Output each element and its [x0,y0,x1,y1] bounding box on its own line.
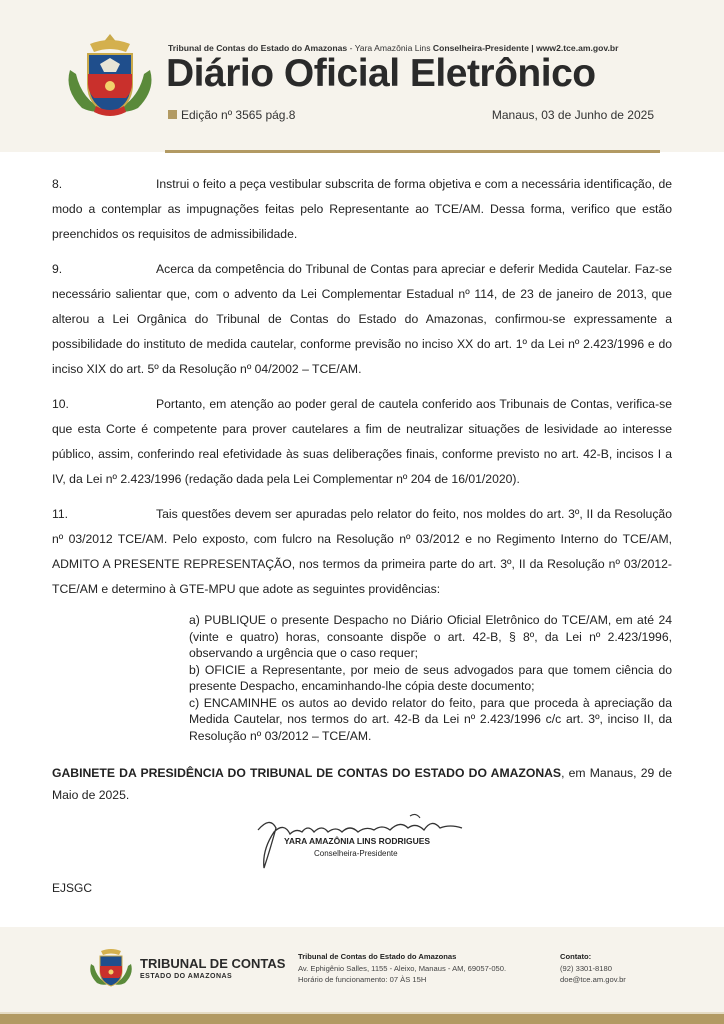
document-initials: EJSGC [52,881,93,895]
tce-coat-of-arms-logo [60,30,160,122]
footer-org-subtitle: ESTADO DO AMAZONAS [140,973,233,980]
footer-hours: Horário de funcionamento: 07 ÀS 15H [298,975,427,984]
footer-email[interactable]: doe@tce.am.gov.br [560,975,626,984]
footer-org-name: TRIBUNAL DE CONTAS [140,956,286,971]
header-org-name: Tribunal de Contas do Estado do Amazonas [168,43,348,53]
footer-contact-title: Contato: [560,952,592,961]
paragraph-number: 10. [52,397,69,411]
footer-address-title: Tribunal de Contas do Estado do Amazonas [298,952,457,961]
footer-address [298,951,506,986]
list-item: c) ENCAMINHE os autos ao devido relator do feito, para que proceda à apreciação da Medida Cautelar, nos termos do art. 42-B da Lei nº 2.423/1996 c/c art. 3º, inciso II, da Resolução nº 03/2012 – TCE/AM. [189,695,672,743]
paragraph-8 [52,172,672,247]
paragraph-9 [52,257,672,382]
provisions-list [189,612,672,744]
paragraph-text: Tais questões devem ser apuradas pelo relator do feito, nos moldes do art. 3º, II da Resolução nº 03/2012 TCE/AM. Pelo exposto, com fulcro na Resolução nº 03/2012 e no Regimento Interno do TCE/AM, ADMITO A PRESENTE REPRESENTAÇÃO, nos termos da primeira parte do art. 3º, II da Resolução nº 03/2012-TCE/AM e determino à GTE-MPU que adote as seguintes providências: [52,507,672,596]
paragraph-text: Portanto, em atenção ao poder geral de cautela conferido aos Tribunais de Contas, verifica-se que esta Corte é competente para prover cautelares a fim de neutralizar situações de lesividade ao interesse público, assim, conferindo real efetividade às suas deliberações finais, conforme previsto no art. 42-B, incisos I a IV, da Lei nº 2.423/1996 (redação dada pela Lei Complementar nº 204 de 16/01/2020). [52,397,672,486]
signatory-name: YARA AMAZÔNIA LINS RODRIGUES [284,836,431,846]
document-body [52,172,672,744]
footer-address-line: Av. Ephigênio Salles, 1155 - Aleixo, Manaus - AM, 69057-050. [298,963,507,973]
paragraph-11 [52,502,672,602]
list-item: b) OFICIE a Representante, por meio de seus advogados para que tomem ciência do presente Despacho, encaminhando-lhe cópia deste documento; [189,662,672,693]
footer-coat-of-arms-logo [86,944,136,990]
paragraph-number: 11. [52,507,69,521]
footer-phone: (92) 3301-8180 [560,963,612,973]
footer-contact [560,951,626,986]
paragraph-text: Acerca da competência do Tribunal de Contas para apreciar e deferir Medida Cautelar. Faz-se necessário salientar que, com o advento da Lei Complementar Estadual nº 114, de 23 de janeiro de 2013, que alterou a Lei Orgânica do Tribunal de Contas do Estado do Amazonas, confirmou-se expressamente a possibilidade do instituto de medida cautelar, conforme previsão no inciso XX do art. 1º da Lei nº 2.423/1996 e do inciso XIX do art. 5º da Resolução nº 04/2002 – TCE/AM. [52,262,672,376]
header-website: Conselheira-Presidente | www2.tce.am.gov.br [432,43,619,53]
signatory-role: Conselheira-Presidente [314,849,398,858]
header-divider [165,150,660,153]
publication-date: Manaus, 03 de Junho de 2025 [491,108,654,122]
header-president-name: - Yara Amazônia Lins [347,43,433,53]
page-title: Diário Oficial Eletrônico [166,52,596,95]
closing-office: GABINETE DA PRESIDÊNCIA DO TRIBUNAL DE CONTAS DO ESTADO DO AMAZONAS [52,766,562,780]
footer-accent-bar [0,1014,724,1024]
closing-date: , em Manaus, 29 de Maio de 2025. [52,766,673,802]
accent-square-icon [168,110,177,119]
list-item: a) PUBLIQUE o presente Despacho no Diário Oficial Eletrônico do TCE/AM, em até 24 (vinte e quatro) horas, consoante dispõe o art. 42-B, § 8º, da Lei nº 2.423/1996, observando a urgência que o caso requer; [189,613,672,660]
paragraph-text: Instrui o feito a peça vestibular subscrita de forma objetiva e com a necessária identificação, de modo a contemplar as impugnações feitas pelo Representante ao TCE/AM. Dessa forma, verifico que estão preenchidos os requisitos de admissibilidade. [52,177,672,241]
paragraph-number: 8. [52,177,63,191]
paragraph-10 [52,392,672,492]
paragraph-number: 9. [52,262,63,276]
closing-statement [52,762,672,806]
edition-info [168,108,295,122]
edition-label: Edição nº 3565 pág.8 [181,108,296,122]
